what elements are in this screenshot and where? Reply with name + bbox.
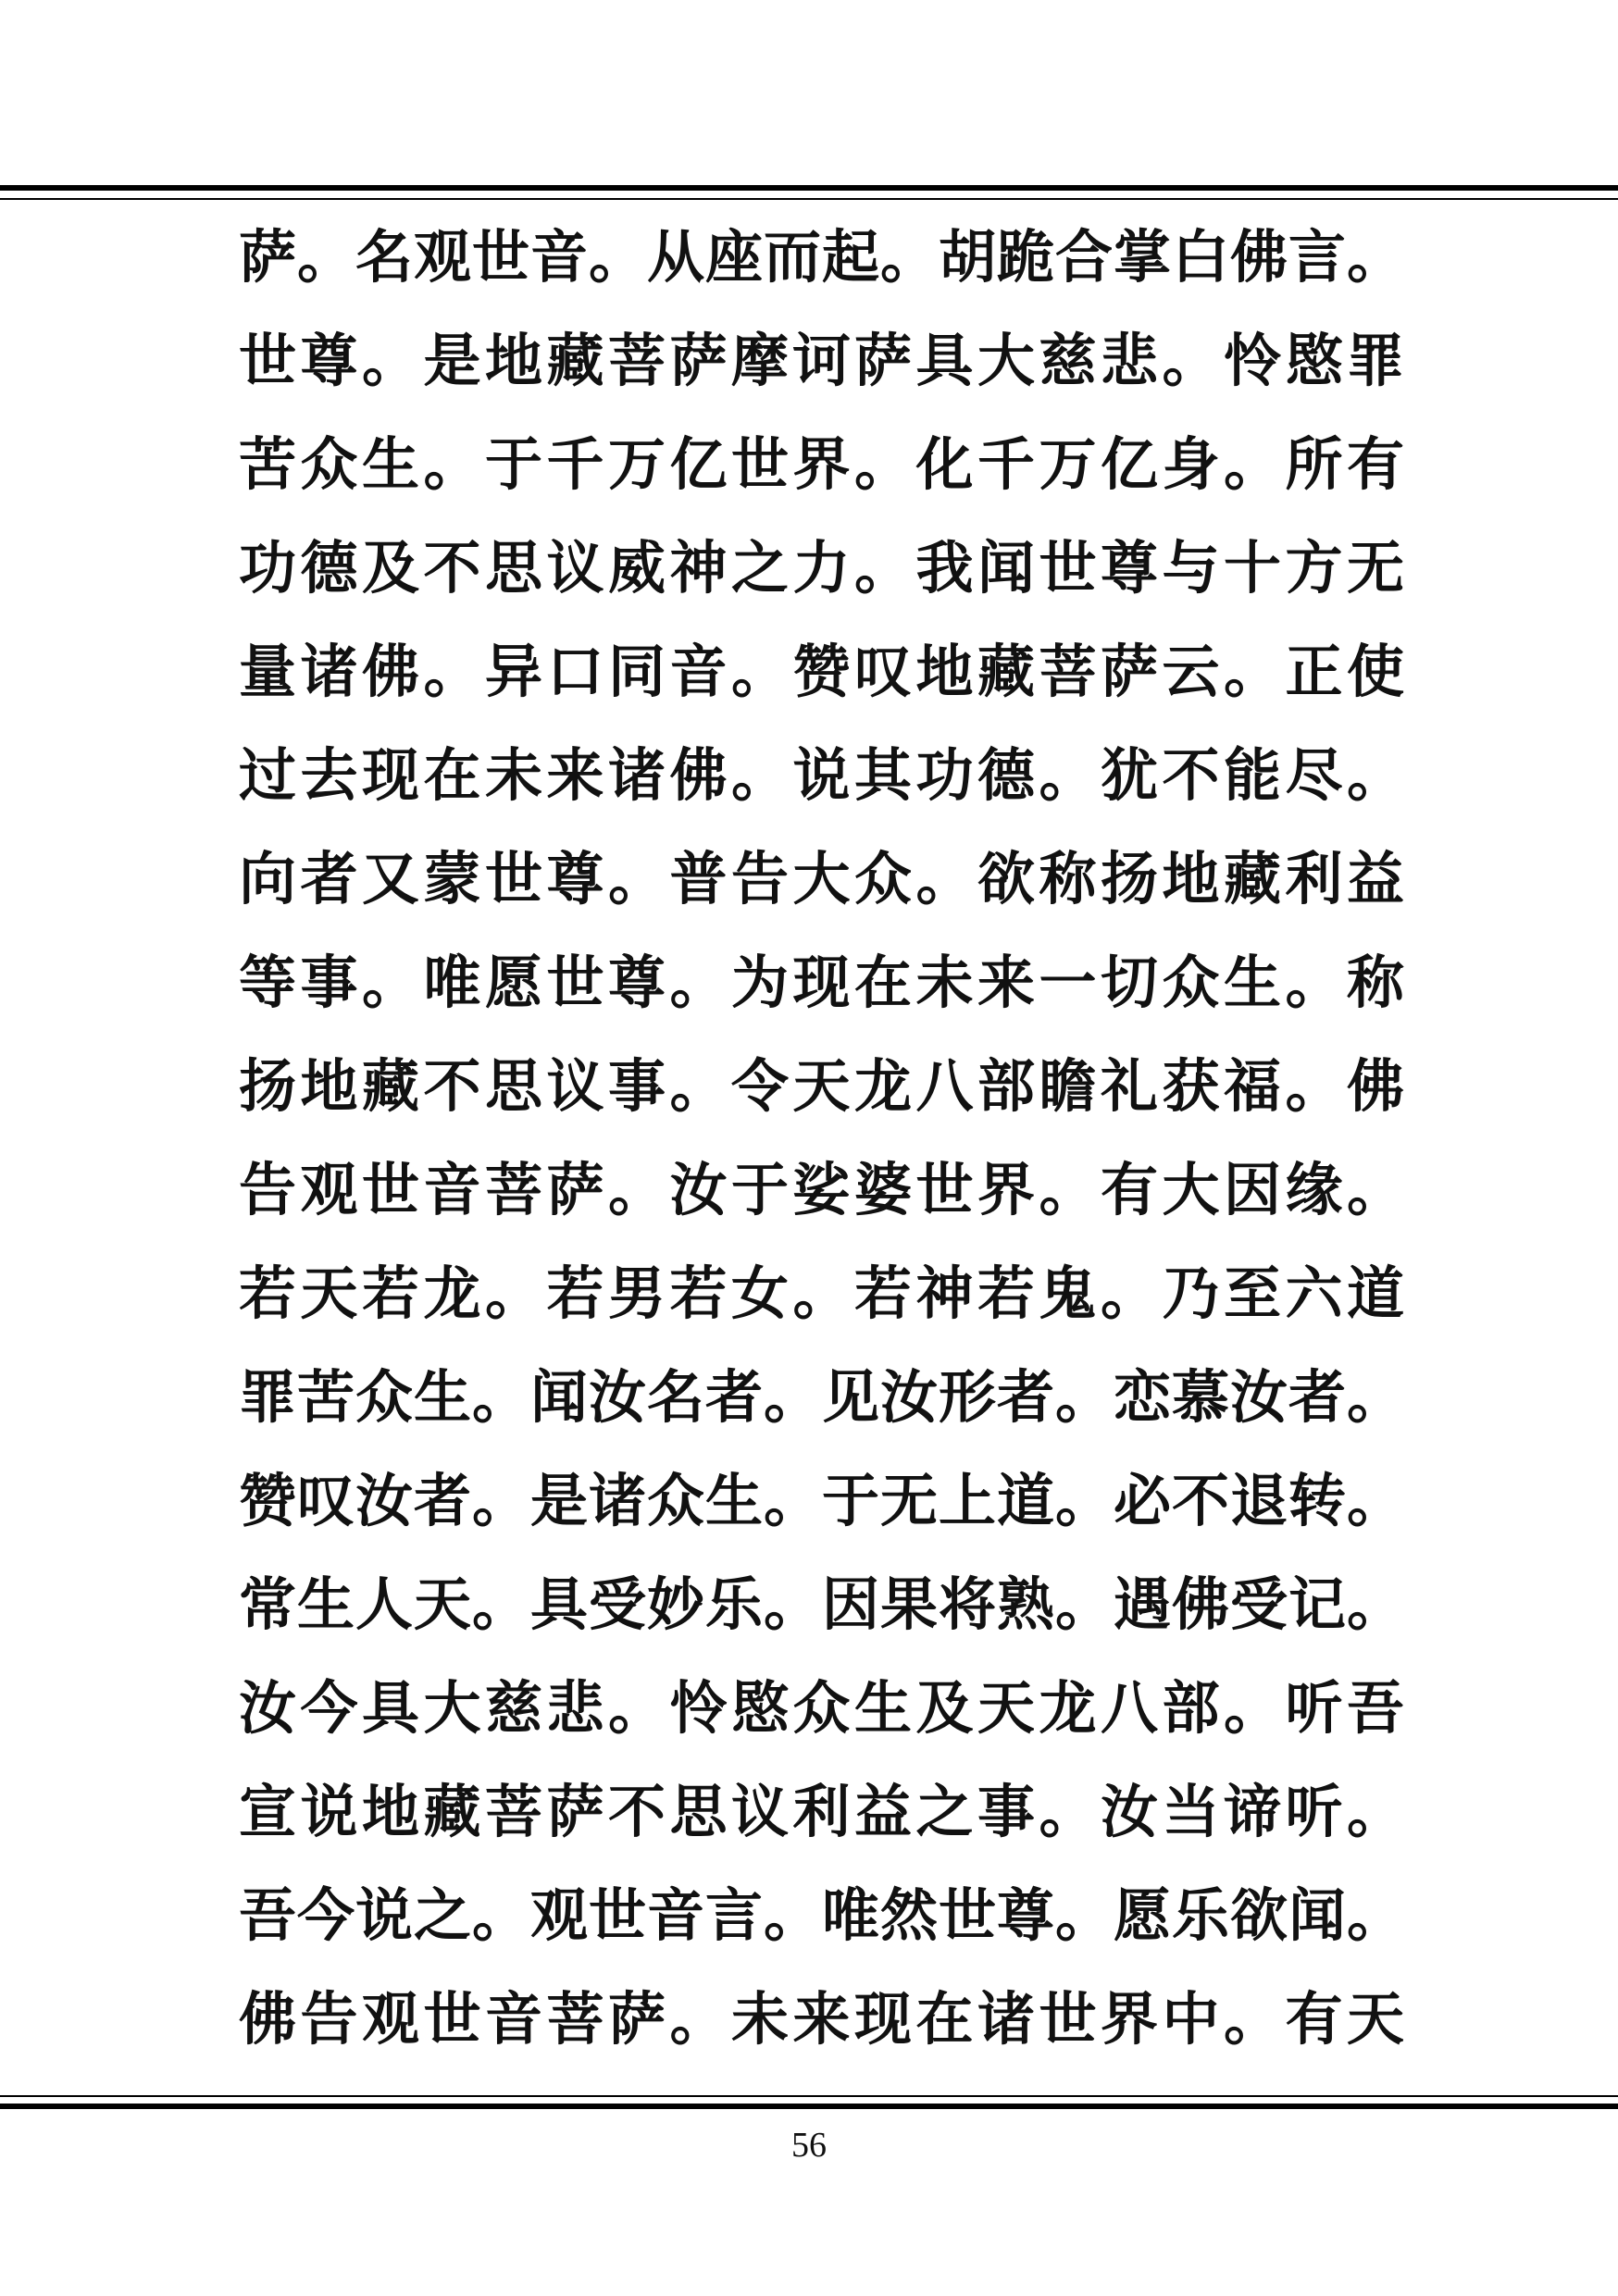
text-line: 常生人天。具受妙乐。因果将熟。遇佛受记。 <box>239 1570 1406 1638</box>
text-line: 若天若龙。若男若女。若神若鬼。乃至六道 <box>239 1260 1405 1327</box>
text-line: 功德及不思议威神之力。我闻世尊与十方无 <box>239 534 1405 602</box>
text-line: 向者又蒙世尊。普告大众。欲称扬地藏利益 <box>239 845 1405 912</box>
header-rule-thin <box>0 198 1618 200</box>
text-line: 世尊。是地藏菩萨摩诃萨具大慈悲。怜愍罪 <box>239 327 1405 394</box>
text-line: 过去现在未来诸佛。说其功德。犹不能尽。 <box>239 741 1405 809</box>
text-line: 吾今说之。观世音言。唯然世尊。愿乐欲闻。 <box>239 1881 1406 1949</box>
scripture-text-block <box>239 205 1405 2071</box>
footer-rule-thick <box>0 2104 1618 2109</box>
text-line: 宣说地藏菩萨不思议利益之事。汝当谛听。 <box>239 1778 1405 1845</box>
text-line: 罪苦众生。闻汝名者。见汝形者。恋慕汝者。 <box>239 1363 1406 1431</box>
text-line: 苦众生。于千万亿世界。化千万亿身。所有 <box>239 430 1405 498</box>
page-number: 56 <box>791 2126 827 2165</box>
text-line: 量诸佛。异口同音。赞叹地藏菩萨云。正使 <box>239 638 1405 705</box>
text-line: 扬地藏不思议事。令天龙八部瞻礼获福。佛 <box>239 1052 1405 1120</box>
header-rule-thick <box>0 185 1618 191</box>
footer-rule-thin <box>0 2095 1618 2097</box>
text-line: 等事。唯愿世尊。为现在未来一切众生。称 <box>239 949 1405 1016</box>
text-line: 告观世音菩萨。汝于娑婆世界。有大因缘。 <box>239 1156 1405 1223</box>
text-line: 赞叹汝者。是诸众生。于无上道。必不退转。 <box>239 1467 1406 1534</box>
text-line: 佛告观世音菩萨。未来现在诸世界中。有天 <box>239 1985 1405 2053</box>
text-line: 萨。名观世音。从座而起。胡跪合掌白佛言。 <box>239 223 1406 291</box>
text-line: 汝今具大慈悲。怜愍众生及天龙八部。听吾 <box>239 1674 1405 1742</box>
